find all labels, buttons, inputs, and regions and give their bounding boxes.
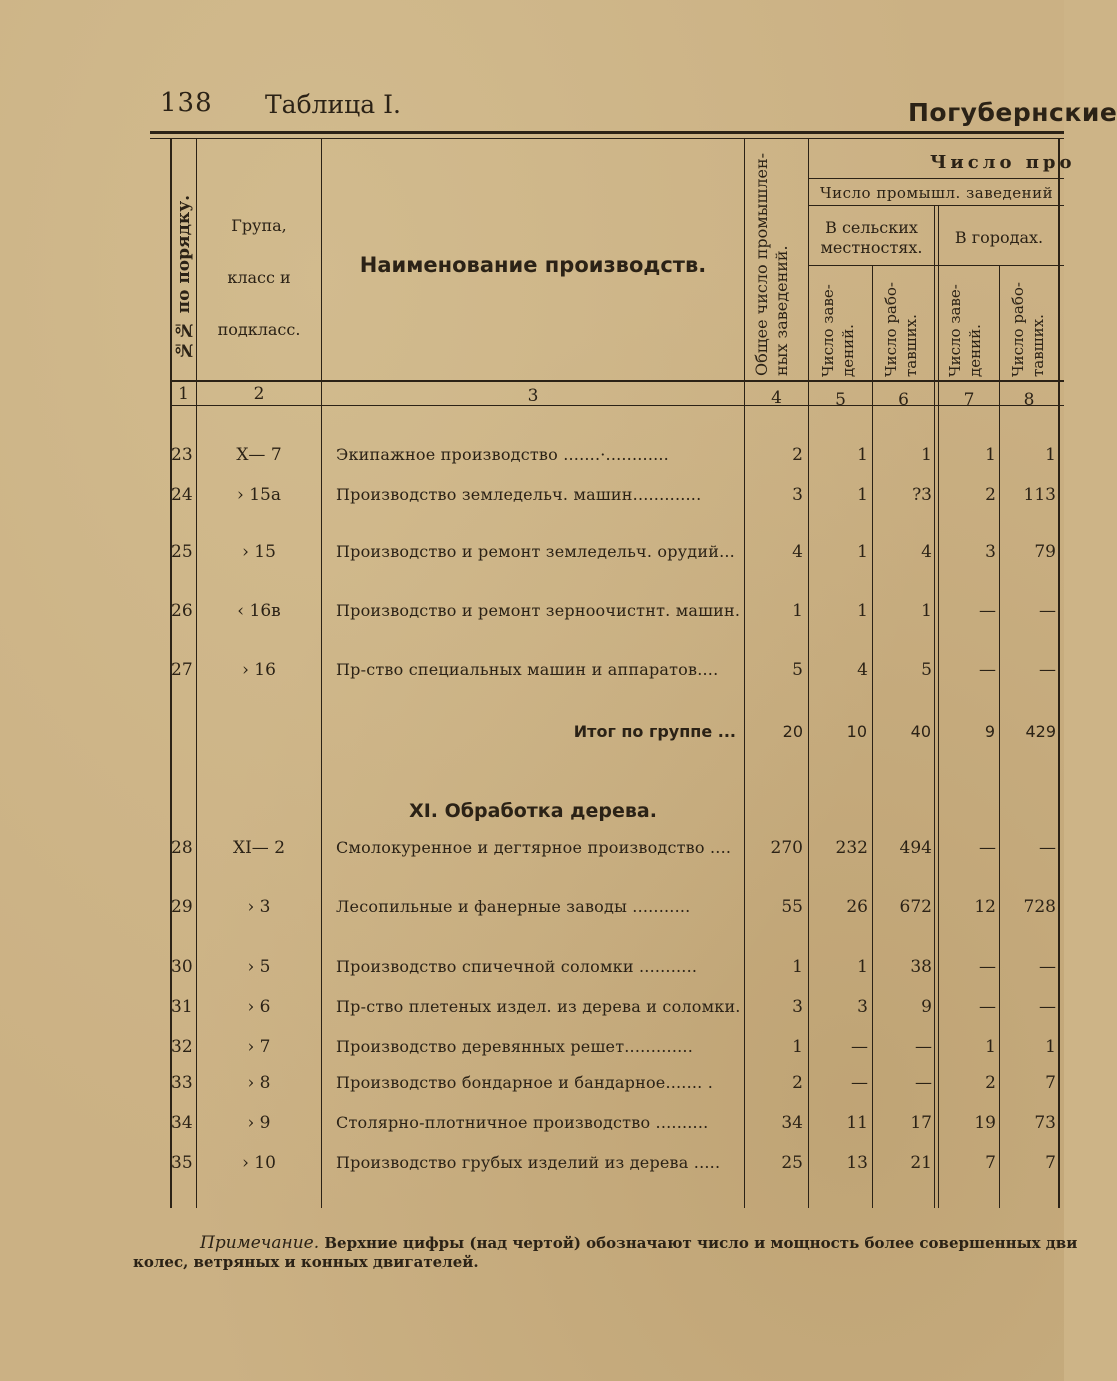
table-cell-name: Производство земледельч. машин.............: [336, 485, 702, 504]
total-c4: 20: [782, 722, 803, 741]
table-cell-name: Пр-ство плетеных издел. из дерева и соломки.: [336, 997, 741, 1016]
table-cell-grp: X— 7: [236, 445, 282, 465]
table-cell-c8: —: [1039, 838, 1056, 858]
table-cell-name: Производство и ремонт зерноочистнт. машин.: [336, 601, 741, 620]
table-cell-c6: 1: [921, 445, 932, 465]
table-cell-name: Производство бондарное и бандарное....... .: [336, 1073, 714, 1092]
table-cell-c8: —: [1039, 957, 1056, 977]
table-cell-name: Пр-ство специальных машин и аппаратов....: [336, 660, 719, 679]
table-cell-c6: 4: [921, 542, 932, 562]
table-cell-name: Производство и ремонт земледельч. орудий...: [336, 542, 735, 561]
table-cell-c4: 3: [792, 485, 803, 505]
table-cell-c7: 2: [985, 1073, 996, 1093]
table-cell-c5: 1: [857, 485, 868, 505]
table-cell-grp: › 15: [242, 542, 276, 562]
table-cell-c7: 2: [985, 485, 996, 505]
table-cell-grp: › 9: [247, 1113, 271, 1133]
table-cell-c4: 1: [792, 957, 803, 977]
table-cell-c7: 12: [974, 897, 996, 917]
header-group-top: Число про: [930, 152, 1076, 173]
table-cell-c8: —: [1039, 601, 1056, 621]
header-urban: В городах.: [954, 228, 1044, 247]
table-title: Таблица I.: [265, 90, 401, 119]
table-cell-c6: 21: [910, 1153, 932, 1173]
table-cell-name: Экипажное производство .......·............: [336, 445, 669, 464]
table-cell-c4: 1: [792, 1037, 803, 1057]
table-cell-c7: 3: [985, 542, 996, 562]
total-c8: 429: [1025, 722, 1056, 741]
table-cell-c6: —: [915, 1037, 932, 1057]
table-cell-c4: 34: [781, 1113, 803, 1133]
table-cell-c4: 2: [792, 445, 803, 465]
page-number: 138: [160, 88, 213, 118]
table-cell-c8: 1: [1045, 1037, 1056, 1057]
table-cell-c5: 1: [857, 445, 868, 465]
table-cell-c8: 728: [1023, 897, 1056, 917]
header-c7: Число заве- дений.: [946, 284, 984, 377]
top-rule-thin: [150, 138, 1064, 139]
header-c8: Число рабо- тавших.: [1009, 282, 1047, 377]
table-cell-name: Столярно-плотничное производство ..........: [336, 1113, 709, 1132]
table-cell-c6: 5: [921, 660, 932, 680]
header-bottom-rule: [170, 380, 1064, 382]
table-cell-name: Производство грубых изделий из дерева .....: [336, 1153, 721, 1172]
table-cell-c4: 55: [781, 897, 803, 917]
table-cell-c7: 19: [974, 1113, 996, 1133]
table-cell-c7: 7: [985, 1153, 996, 1173]
table-cell-n: 24: [171, 485, 193, 505]
vline-2: [321, 138, 322, 1208]
table-cell-c7: —: [979, 838, 996, 858]
table-cell-c5: 1: [857, 957, 868, 977]
table-cell-c5: 3: [857, 997, 868, 1017]
table-cell-c5: —: [851, 1073, 868, 1093]
table-cell-c4: 270: [770, 838, 803, 858]
total-c7: 9: [984, 722, 995, 741]
header-col4: Общее число промышлен- ных заведений.: [752, 152, 791, 376]
header-col3: Наименование производств.: [359, 253, 707, 277]
table-cell-c4: 25: [781, 1153, 803, 1173]
table-cell-n: 23: [171, 445, 193, 465]
table-cell-n: 25: [171, 542, 193, 562]
total-label: Итог по группе ...: [573, 722, 736, 741]
table-cell-n: 27: [171, 660, 193, 680]
table-cell-c5: 26: [846, 897, 868, 917]
top-rule: [150, 131, 1064, 134]
table-cell-n: 34: [171, 1113, 193, 1133]
table-cell-c6: ?3: [912, 485, 932, 505]
table-cell-c6: 1: [921, 601, 932, 621]
table-cell-c6: 9: [921, 997, 932, 1017]
table-cell-n: 33: [171, 1073, 193, 1093]
table-cell-grp: › 10: [242, 1153, 276, 1173]
total-c6: 40: [910, 722, 931, 741]
group-rule-2: [808, 205, 1064, 206]
col-number: 2: [253, 384, 265, 404]
table-cell-name: Производство спичечной соломки ...........: [336, 957, 698, 976]
table-cell-grp: › 8: [247, 1073, 271, 1093]
table-cell-n: 28: [171, 838, 193, 858]
table-cell-c4: 4: [792, 542, 803, 562]
section-heading: Погубернские: [908, 98, 1117, 127]
table-cell-name: Производство деревянных решет.............: [336, 1037, 693, 1056]
col-number: 5: [835, 390, 846, 410]
table-cell-c6: 494: [899, 838, 932, 858]
table-cell-c7: —: [979, 997, 996, 1017]
table-cell-c5: —: [851, 1037, 868, 1057]
group-rule-3: [808, 265, 1064, 266]
table-cell-c8: 1: [1045, 445, 1056, 465]
table-cell-grp: › 6: [247, 997, 271, 1017]
vline-6b: [938, 205, 939, 1208]
table-cell-c7: —: [979, 601, 996, 621]
table-cell-grp: › 16: [242, 660, 276, 680]
table-cell-c8: —: [1039, 997, 1056, 1017]
table-cell-c7: —: [979, 660, 996, 680]
table-cell-c6: —: [915, 1073, 932, 1093]
table-cell-c6: 672: [899, 897, 932, 917]
table-cell-c5: 13: [846, 1153, 868, 1173]
header-col2: Група, класс и подкласс.: [217, 216, 301, 339]
table-cell-grp: › 7: [247, 1037, 271, 1057]
section-title: XI. Обработка дерева.: [409, 800, 657, 822]
table-cell-c5: 1: [857, 542, 868, 562]
group-rule-1: [808, 178, 1064, 179]
table-cell-c8: 113: [1023, 485, 1056, 505]
table-cell-grp: › 5: [247, 957, 271, 977]
footnote-line1: Примечание. Верхние цифры (над чертой) обозначают число и мощность более совершенных дви: [200, 1233, 1078, 1253]
footnote-label: Примечание.: [200, 1233, 320, 1253]
table-cell-c4: 1: [792, 601, 803, 621]
table-cell-n: 35: [171, 1153, 193, 1173]
table-cell-c6: 17: [910, 1113, 932, 1133]
header-c6: Число рабо- тавших.: [882, 282, 920, 377]
table-cell-c8: 79: [1034, 542, 1056, 562]
table-cell-n: 31: [171, 997, 193, 1017]
header-col1: №№ по порядку.: [174, 195, 194, 360]
table-cell-name: Лесопильные и фанерные заводы ...........: [336, 897, 691, 916]
table-cell-n: 30: [171, 957, 193, 977]
col-number: 6: [898, 390, 909, 410]
table-cell-c8: 7: [1045, 1073, 1056, 1093]
table-cell-name: Смолокуренное и дегтярное производство ....: [336, 838, 732, 857]
table-cell-c7: 1: [985, 1037, 996, 1057]
table-cell-c4: 2: [792, 1073, 803, 1093]
table-cell-c5: 4: [857, 660, 868, 680]
vline-6: [934, 205, 935, 1208]
table-cell-c8: 7: [1045, 1153, 1056, 1173]
col-number: 3: [527, 386, 539, 406]
col-number: 7: [963, 390, 975, 410]
table-cell-grp: XI— 2: [232, 838, 286, 858]
table-cell-c8: 73: [1034, 1113, 1056, 1133]
footnote-line2: колес, ветряных и конных двигателей.: [133, 1253, 479, 1271]
total-c5: 10: [846, 722, 867, 741]
table-cell-c4: 3: [792, 997, 803, 1017]
header-rural: В сельских местностях.: [820, 218, 923, 257]
table-cell-c5: 11: [846, 1113, 868, 1133]
table-cell-c8: —: [1039, 660, 1056, 680]
table-cell-c6: 38: [910, 957, 932, 977]
table-cell-c7: —: [979, 957, 996, 977]
table-cell-grp: › 3: [247, 897, 271, 917]
table-cell-c5: 1: [857, 601, 868, 621]
table-cell-c5: 232: [835, 838, 868, 858]
table-cell-n: 29: [171, 897, 193, 917]
table-cell-grp: › 15a: [237, 485, 281, 505]
table-cell-c4: 5: [792, 660, 803, 680]
table-cell-grp: ‹ 16в: [237, 601, 281, 621]
col-number: 4: [771, 388, 782, 408]
table-cell-n: 26: [171, 601, 193, 621]
col-number: 8: [1023, 390, 1035, 410]
header-group-sub: Число промышл. заведений: [820, 184, 1054, 202]
table-cell-n: 32: [171, 1037, 193, 1057]
header-c5: Число заве- дений.: [819, 284, 857, 377]
vline-right: [1058, 138, 1060, 1208]
col-number: 1: [178, 384, 189, 404]
table-cell-c7: 1: [985, 445, 996, 465]
